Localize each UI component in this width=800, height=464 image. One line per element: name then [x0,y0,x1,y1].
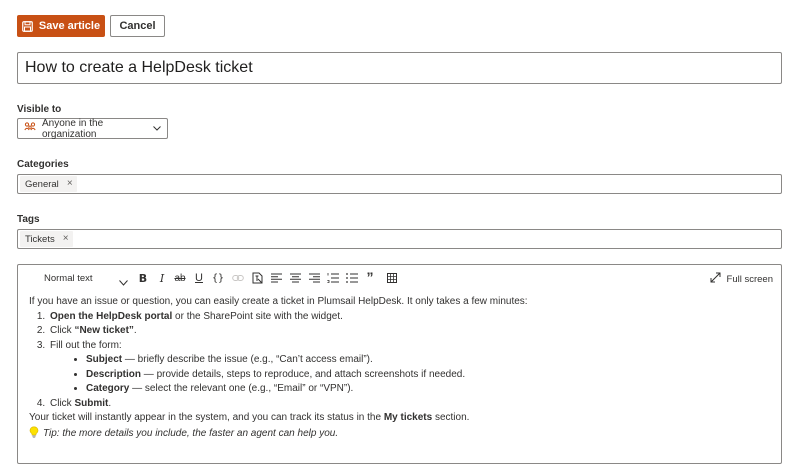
chevron-down-icon [153,123,161,134]
strikethrough-icon[interactable]: ab [174,272,186,284]
list-item: 3. Fill out the form: • Subject — briefly describe the issue (e.g., “Can’t access email”). • Description — provide details, steps to reproduce, and attach screenshots if needed. • Category — select the relevant one (e.g., “Email” or “VPN”). [48,339,774,397]
chevron-down-icon[interactable] [119,273,128,291]
link-icon[interactable] [231,271,245,285]
categories-label: Categories [17,159,69,170]
tip-paragraph [29,426,774,444]
lightbulb-icon [29,426,39,444]
bullet-list-icon[interactable] [346,271,358,285]
save-icon [22,21,33,32]
tip-text: Tip: the more details you include, the faster an agent can help you. [43,428,339,439]
full-screen-label: Full screen [726,273,773,285]
cancel-button[interactable]: Cancel [110,15,165,37]
outro-paragraph: Your ticket will instantly appear in the system, and you can track its status in the My tickets section. [29,412,470,423]
editor-content[interactable] [29,295,774,443]
tags-label: Tags [17,214,40,225]
list-item: 2. Click “New ticket”. [48,324,774,339]
list-item: • Description — provide details, steps to reproduce, and attach screenshots if needed. [86,368,774,383]
list-item: 1. Open the HelpDesk portal or the SharePoint site with the widget. [48,310,774,325]
list-item: 4. Click Submit. [48,397,774,412]
article-title-input[interactable] [17,52,782,84]
category-chip-label: General [25,178,59,190]
visibility-value: Anyone in the organization [42,117,104,140]
category-chip [20,176,77,192]
underline-icon[interactable]: U [195,272,203,284]
intro-paragraph: If you have an issue or question, you can easily create a ticket in Plumsail HelpDesk. It only takes a few minutes: [29,296,528,307]
rich-text-editor[interactable] [17,264,782,464]
tag-chip [20,231,73,247]
form-fields-list [50,353,774,397]
align-left-icon[interactable] [270,271,282,285]
clear-format-icon[interactable] [250,271,264,285]
visible-to-label: Visible to [17,104,62,115]
list-item: • Subject — briefly describe the issue (e.g., “Can’t access email”). [86,353,774,368]
tags-field[interactable] [17,229,782,249]
save-article-button[interactable] [17,15,105,37]
bold-icon[interactable]: B [138,271,148,285]
editor-toolbar [18,265,781,293]
numbered-list-icon[interactable] [327,271,339,285]
categories-field[interactable] [17,174,782,194]
steps-list [29,310,774,412]
visibility-dropdown[interactable] [17,118,168,139]
expand-icon [710,272,721,286]
table-icon[interactable] [386,271,398,285]
article-title-value: How to create a HelpDesk ticket [25,59,253,76]
tag-chip-label: Tickets [25,233,55,245]
code-icon[interactable]: {} [211,272,225,284]
align-center-icon[interactable] [289,271,301,285]
remove-chip-icon[interactable]: × [66,178,73,189]
text-style-dropdown[interactable]: Normal text [44,273,93,284]
remove-chip-icon[interactable]: × [62,233,69,244]
italic-icon[interactable]: I [159,271,165,285]
people-icon [24,122,36,135]
full-screen-button[interactable] [710,272,773,286]
align-right-icon[interactable] [308,271,320,285]
list-item: • Category — select the relevant one (e.g., “Email” or “VPN”). [86,382,774,397]
save-article-label: Save article [38,20,101,32]
quote-icon[interactable]: ” [366,269,374,285]
